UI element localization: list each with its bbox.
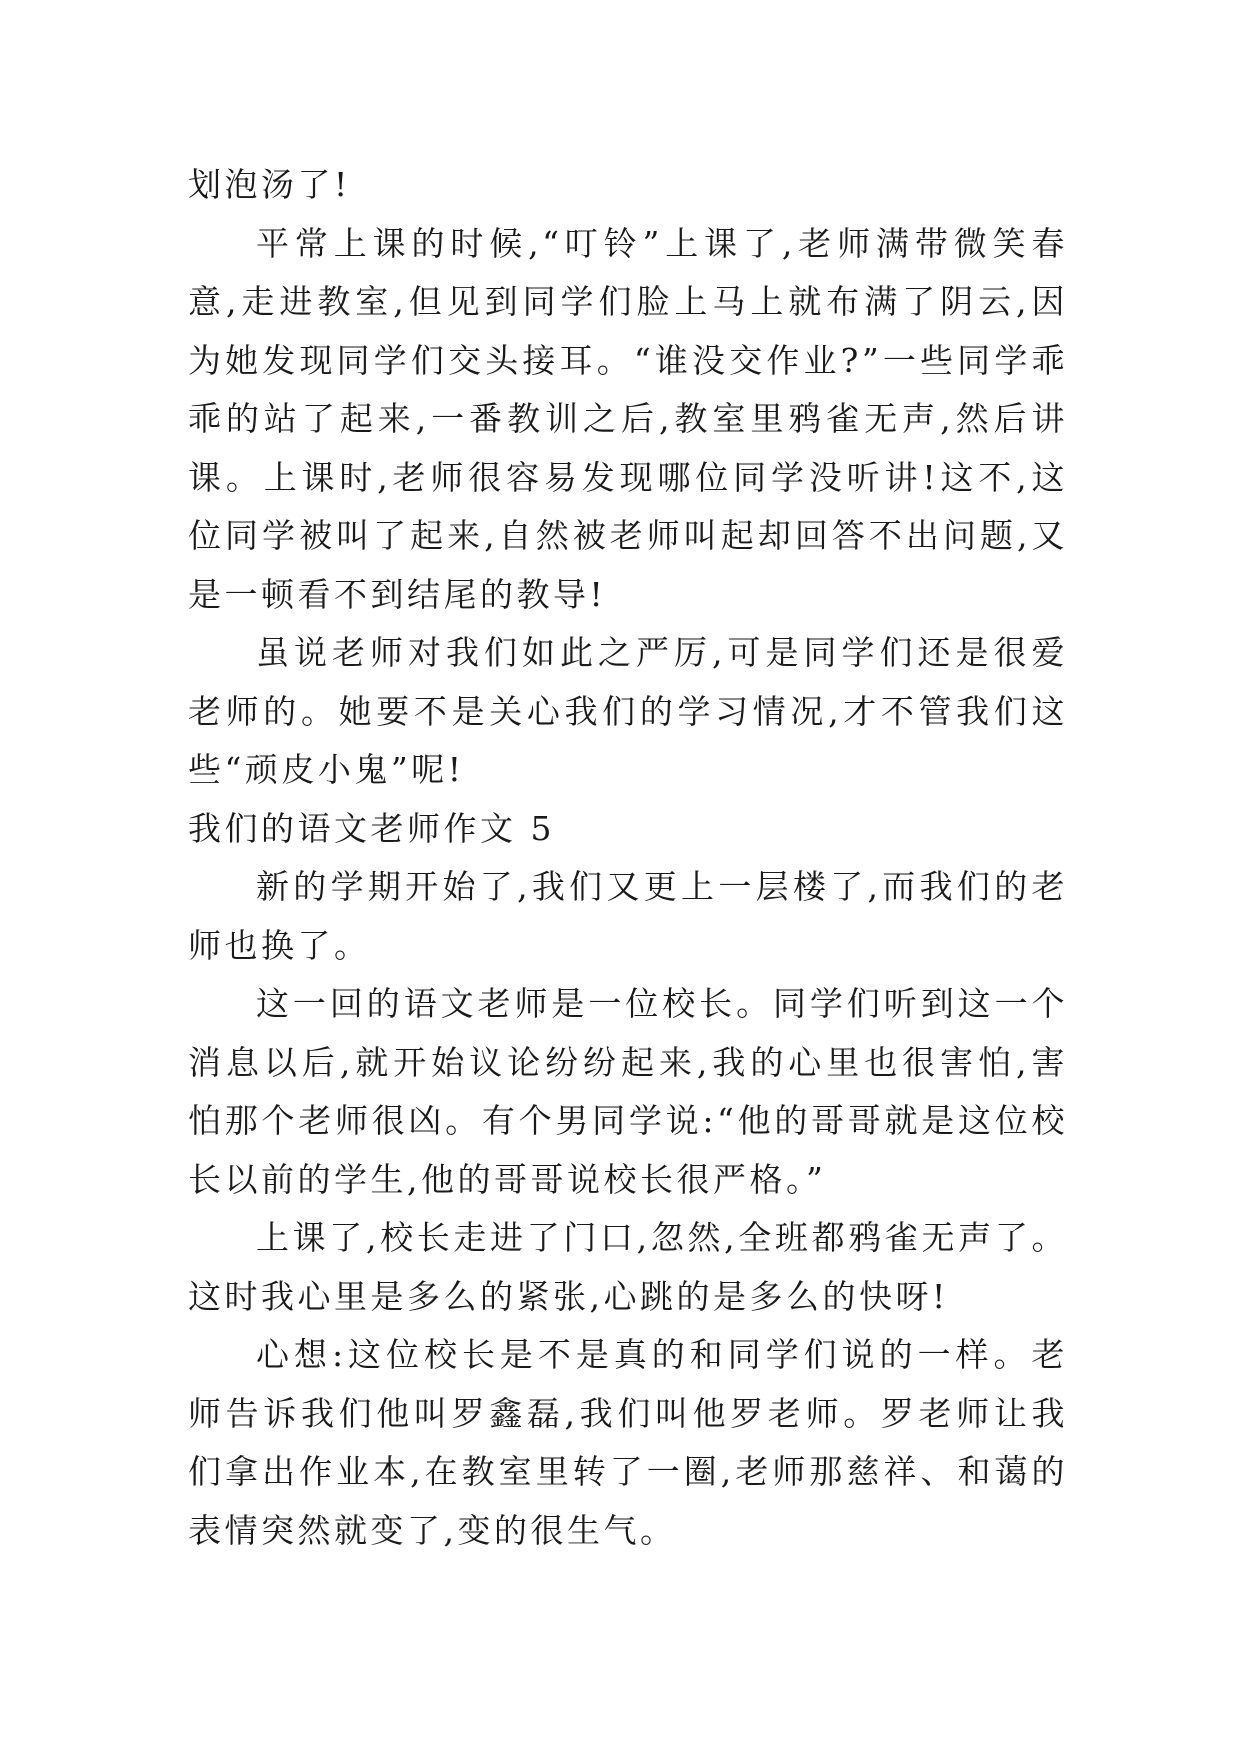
paragraph: 这一回的语文老师是一位校长。同学们听到这一个消息以后,就开始议论纷纷起来,我的心里也很害怕,害怕那个老师很凶。有个男同学说:“他的哥哥就是这位校长以前的学生,他的哥哥说校长很严格。” <box>188 984 1068 1199</box>
paragraph: 虽说老师对我们如此之严厉,可是同学们还是很爱老师的。她要不是关心我们的学习情况,才不管我们这些“顽皮小鬼”呢! <box>188 633 1068 789</box>
paragraph: 新的学期开始了,我们又更上一层楼了,而我们的老师也换了。 <box>188 867 1068 965</box>
paragraph: 上课了,校长走进了门口,忽然,全班都鸦雀无声了。这时我心里是多么的紧张,心跳的是多么的快呀! <box>188 1218 1068 1316</box>
paragraph: 平常上课的时候,“叮铃”上课了,老师满带微笑春意,走进教室,但见到同学们脸上马上就布满了阴云,因为她发现同学们交头接耳。“谁没交作业?”一些同学乖乖的站了起来,一番教训之后,教室里鸦雀无声,然后讲课。上课时,老师很容易发现哪位同学没听讲!这不,这位同学被叫了起来,自然被老师叫起却回答不出问题,又是一顿看不到结尾的教导! <box>188 223 1068 614</box>
paragraph: 划泡汤了! <box>188 165 351 204</box>
paragraph: 心想:这位校长是不是真的和同学们说的一样。老师告诉我们他叫罗鑫磊,我们叫他罗老师。罗老师让我们拿出作业本,在教室里转了一圈,老师那慈祥、和蔼的表情突然就变了,变的很生气。 <box>188 1335 1068 1550</box>
section-heading: 我们的语文老师作文 5 <box>188 808 555 848</box>
document-body <box>188 156 1068 1560</box>
